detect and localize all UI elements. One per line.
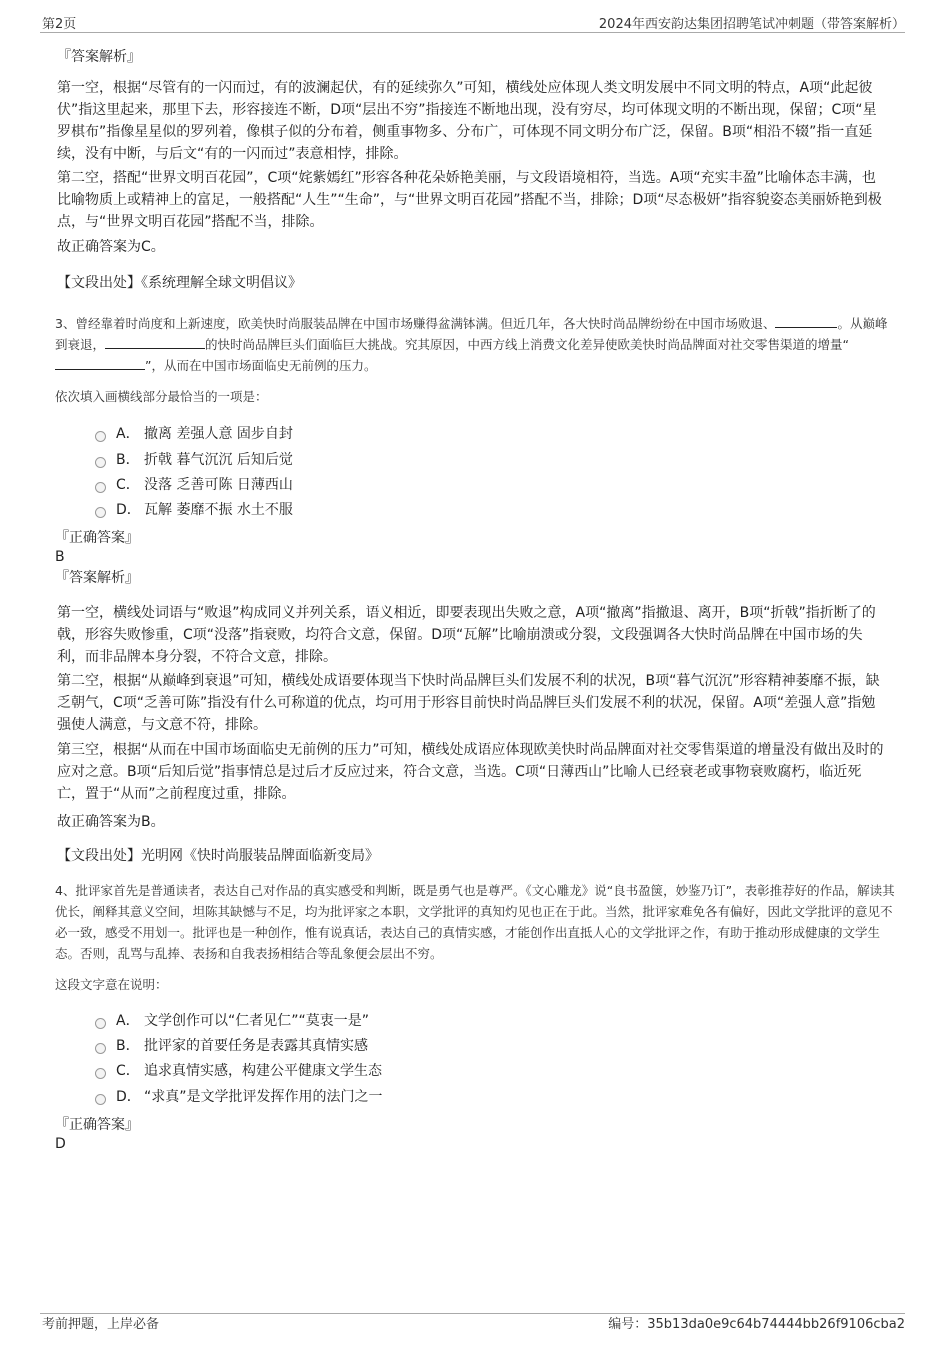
option-text: 追求真情实感，构建公平健康文学生态 xyxy=(144,1063,382,1079)
option-b[interactable] xyxy=(95,449,293,471)
blank-2 xyxy=(105,336,205,349)
option-text: 折戟 暮气沉沉 后知后觉 xyxy=(144,452,293,468)
option-text: 撤离 差强人意 固步自封 xyxy=(144,426,293,442)
document-title: 2024年西安韵达集团招聘笔试冲刺题（带答案解析） xyxy=(598,17,905,32)
option-b[interactable] xyxy=(95,1035,368,1057)
question-prompt: 依次填入画横线部分最恰当的一项是： xyxy=(55,389,268,404)
footer-slogan: 考前押题，上岸必备 xyxy=(42,1317,160,1332)
answer-value: B xyxy=(55,549,65,565)
option-text: 没落 乏善可陈 日薄西山 xyxy=(144,477,293,493)
radio-icon[interactable] xyxy=(95,507,106,518)
option-letter: B． xyxy=(116,1038,140,1054)
option-c[interactable] xyxy=(95,474,293,496)
analysis-paragraph: 第二空，搭配“世界文明百花园”，C项“姹紫嫣红”形容各种花朵娇艳美丽，与文段语境相符，当选。A项“充实丰盈”比喻体态丰满，也比喻物质上或精神上的富足，一般搭配“人生”“生命”，与“世界文明百花园”搭配不当，排除；D项“尽态极妍”指容貌姿态美丽娇艳到极点，与“世界文明百花园”搭配不当，排除。 xyxy=(57,170,882,230)
stem-text: 3、曾经靠着时尚度和上新速度，欧美快时尚服装品牌在中国市场赚得盆满钵满。但近几年，各大快时尚品牌纷纷在中国市场败退、 xyxy=(55,316,776,331)
option-letter: A． xyxy=(116,426,140,442)
analysis-label: 『答案解析』 xyxy=(55,570,139,586)
stem-text: 的快时尚品牌巨头们面临巨大挑战。究其原因，中西方线上消费文化差异使欧美快时尚品牌面对社交零售渠道的增量“ xyxy=(205,337,849,352)
analysis-paragraph: 第二空，根据“从巅峰到衰退”可知，横线处成语要体现当下快时尚品牌巨头们发展不利的状况，B项“暮气沉沉”形容精神萎靡不振，缺乏朝气，C项“乏善可陈”指没有什么可称道的优点，均可用于形容目前快时尚品牌巨头们发展不利的状况，保留。A项“差强人意”指勉强使人满意，与文意不符，排除。 xyxy=(57,673,880,733)
page-number: 第2页 xyxy=(42,17,77,32)
option-letter: D． xyxy=(116,1089,141,1105)
radio-icon[interactable] xyxy=(95,1094,106,1105)
option-a[interactable] xyxy=(95,423,293,445)
radio-icon[interactable] xyxy=(95,1043,106,1054)
source: 【文段出处】《系统理解全球文明倡议》 xyxy=(57,275,302,291)
option-d[interactable] xyxy=(95,1086,383,1108)
option-letter: B． xyxy=(116,452,140,468)
option-text: 瓦解 萎靡不振 水土不服 xyxy=(144,502,293,518)
blank-1 xyxy=(775,315,837,328)
analysis-paragraph: 第一空，根据“尽管有的一闪而过，有的波澜起伏，有的延续弥久”可知，横线处应体现人类文明发展中不同文明的特点，A项“此起彼伏”指这里起来，那里下去，形容接连不断，D项“层出不穷”指接连不断地出现，没有穷尽，均可体现文明的不断出现，保留；C项“星罗棋布”指像星星似的罗列着，像棋子似的分布着，侧重事物多、分布广，可体现不同文明分布广泛，保留。B项“相沿不辍”指一直延续，没有中断，与后文“有的一闪而过”表意相悖，排除。 xyxy=(57,80,877,162)
radio-icon[interactable] xyxy=(95,482,106,493)
question-prompt: 这段文字意在说明： xyxy=(55,977,168,992)
radio-icon[interactable] xyxy=(95,431,106,442)
analysis-label: 『答案解析』 xyxy=(57,49,141,65)
answer-value: D xyxy=(55,1136,66,1152)
option-text: 批评家的首要任务是表露其真情实感 xyxy=(144,1038,368,1054)
option-letter: C． xyxy=(116,1063,140,1079)
option-a[interactable] xyxy=(95,1010,369,1032)
document-id: 编号：35b13da0e9c64b74444bb26f9106cba2 xyxy=(608,1317,905,1332)
option-letter: C． xyxy=(116,477,140,493)
stem-text: ”，从而在中国市场面临史无前例的压力。 xyxy=(145,358,377,373)
radio-icon[interactable] xyxy=(95,1068,106,1079)
blank-3 xyxy=(55,357,145,370)
option-letter: D． xyxy=(116,502,141,518)
analysis-paragraph: 第三空，根据“从而在中国市场面临史无前例的压力”可知，横线处成语应体现欧美快时尚品牌面对社交零售渠道的增量没有做出及时的应对之意。B项“后知后觉”指事情总是过后才反应过来，符合文意，当选。C项“日薄西山”比喻人已经衰老或事物衰败腐朽，临近死亡，置于“从而”之前程度过重，排除。 xyxy=(57,742,884,802)
option-letter: A． xyxy=(116,1013,140,1029)
conclusion: 故正确答案为B。 xyxy=(57,814,165,830)
question-stem: 4、批评家首先是普通读者，表达自己对作品的真实感受和判断，既是勇气也是尊严。《文心雕龙》说“良书盈箧，妙鉴乃订”，表彰推荐好的作品，解读其优长，阐释其意义空间，坦陈其缺憾与不足，均为批评家之本职，文学批评的真知灼见也正在于此。当然，批评家难免各有偏好，因此文学批评的意见不必一致，感受不用划一。批评也是一种创作，惟有说真话，表达自己的真情实感，才能创作出直抵人心的文学批评之作，有助于推动形成健康的文学生态。否则，乱骂与乱捧、表扬和自我表扬相结合等乱象便会层出不穷。 xyxy=(55,883,895,961)
analysis-paragraph: 第一空，横线处词语与“败退”构成同义并列关系，语义相近，即要表现出失败之意，A项“撤离”指撤退、离开，B项“折戟”指折断了的戟，形容失败惨重，C项“没落”指衰败，均符合文意，保留。D项“瓦解”比喻崩溃或分裂，文段强调各大快时尚品牌在中国市场的失利，而非品牌本身分裂，不符合文意，排除。 xyxy=(57,605,876,665)
header-divider xyxy=(40,32,905,33)
answer-label: 『正确答案』 xyxy=(55,1117,139,1133)
option-text: 文学创作可以“仁者见仁”“莫衷一是” xyxy=(144,1013,370,1029)
option-text: “求真”是文学批评发挥作用的法门之一 xyxy=(144,1089,383,1105)
question-stem xyxy=(55,313,895,376)
conclusion: 故正确答案为C。 xyxy=(57,239,165,255)
answer-label: 『正确答案』 xyxy=(55,530,139,546)
stem-text: 。从巅峰到衰退， xyxy=(55,316,888,352)
radio-icon[interactable] xyxy=(95,1018,106,1029)
option-c[interactable] xyxy=(95,1060,382,1082)
option-d[interactable] xyxy=(95,499,293,521)
source: 【文段出处】光明网《快时尚服装品牌面临新变局》 xyxy=(57,848,379,864)
radio-icon[interactable] xyxy=(95,457,106,468)
